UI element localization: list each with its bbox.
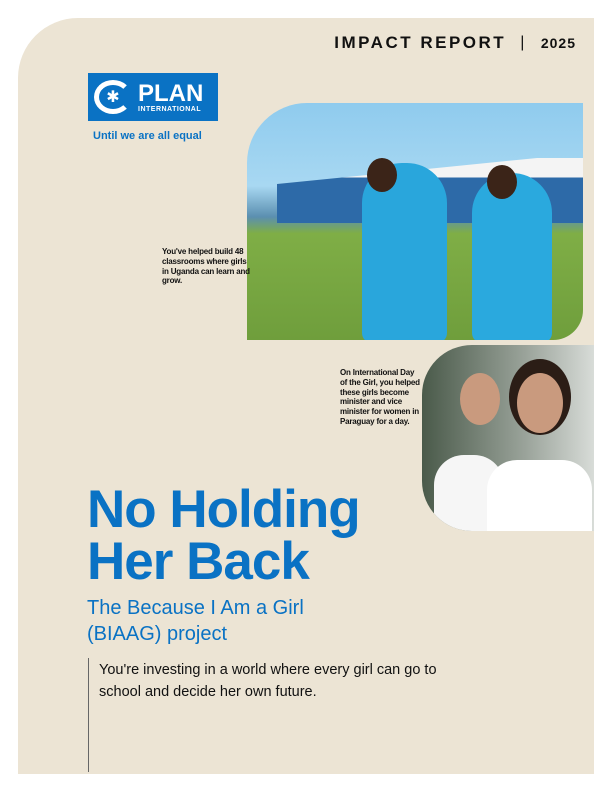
paraguay-caption: On International Day of the Girl, you helped these girls become minister and vice minister for women in Paraguay for a day. [340,368,420,426]
uganda-classroom-photo [247,103,583,340]
report-year: 2025 [540,35,576,51]
paraguay-girls-photo [422,345,594,531]
main-title [87,480,360,591]
logo-name: PLAN [138,79,204,107]
title-line: Her Back [87,532,309,591]
logo-subname: INTERNATIONAL [138,105,202,113]
child-emblem-icon: ✱ [94,80,132,114]
uganda-caption: You've helped build 48 classrooms where girls in Uganda can learn and grow. [162,247,250,286]
report-header [334,33,576,53]
subtitle [87,595,304,647]
vertical-rule [88,658,89,772]
subtitle-line: The Because I Am a Girl [87,597,304,619]
header-separator: | [520,34,527,51]
logo-tagline: Until we are all equal [93,130,202,142]
plan-international-logo [88,73,218,121]
subtitle-line: (BIAAG) project [87,623,228,645]
title-line: No Holding [87,480,360,539]
report-title: IMPACT REPORT [334,33,507,52]
intro-text: You're investing in a world where every girl can go to school and decide her own future. [99,662,437,700]
